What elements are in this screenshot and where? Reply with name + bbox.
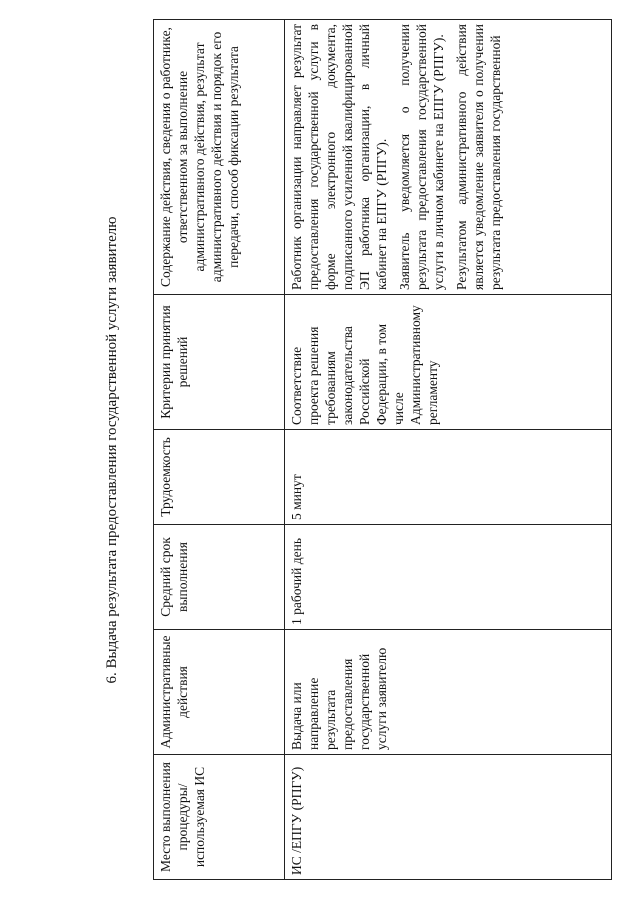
cell-term: 1 рабочий день bbox=[285, 525, 612, 630]
cell-labor: 5 минут bbox=[285, 430, 612, 525]
cell-content bbox=[285, 20, 612, 295]
header-actions: Административные действия bbox=[154, 630, 285, 755]
procedure-table bbox=[153, 19, 612, 880]
cell-place: ИС /ЕПГУ (РПГУ) bbox=[285, 755, 612, 880]
content-paragraph: Заявитель уведомляется о получении результата предоставления государственной услуги в личном кабинете на ЕПГУ (РПГУ). bbox=[397, 24, 446, 290]
rotated-sheet bbox=[95, 20, 605, 880]
content-paragraph: Результатом административного действия является уведомление заявителя о получении результата предоставления государственной bbox=[454, 24, 503, 290]
header-place: Место выполнения процедуры/используемая ИС bbox=[154, 755, 285, 880]
cell-criteria: Соответствие проекта решения требованиям законодательства Российской Федерации, в том числе Административному регламенту bbox=[285, 295, 612, 430]
header-term: Средний срок выполнения bbox=[154, 525, 285, 630]
header-criteria: Критерии принятия решений bbox=[154, 295, 285, 430]
content-paragraph: Работник организации направляет результат предоставления государственной услуги в форме электронного документа, подписанного усиленной квалифицированной ЭП работника организации, в личный кабинет на ЕПГУ (РПГУ). bbox=[289, 24, 389, 290]
cell-action: Выдача или направление результата предоставления государственной услуги заявителю bbox=[285, 630, 612, 755]
table-row bbox=[285, 20, 612, 880]
header-labor: Трудоемкость bbox=[154, 430, 285, 525]
section-title: 6. Выдача результата предоставления государственной услуги заявителю bbox=[104, 216, 120, 684]
table-header-row bbox=[154, 20, 285, 880]
header-content: Содержание действия, сведения о работнике, ответственном за выполнение административного действия, результат административного действия и порядок его передачи, способ фиксации результата bbox=[154, 20, 285, 295]
